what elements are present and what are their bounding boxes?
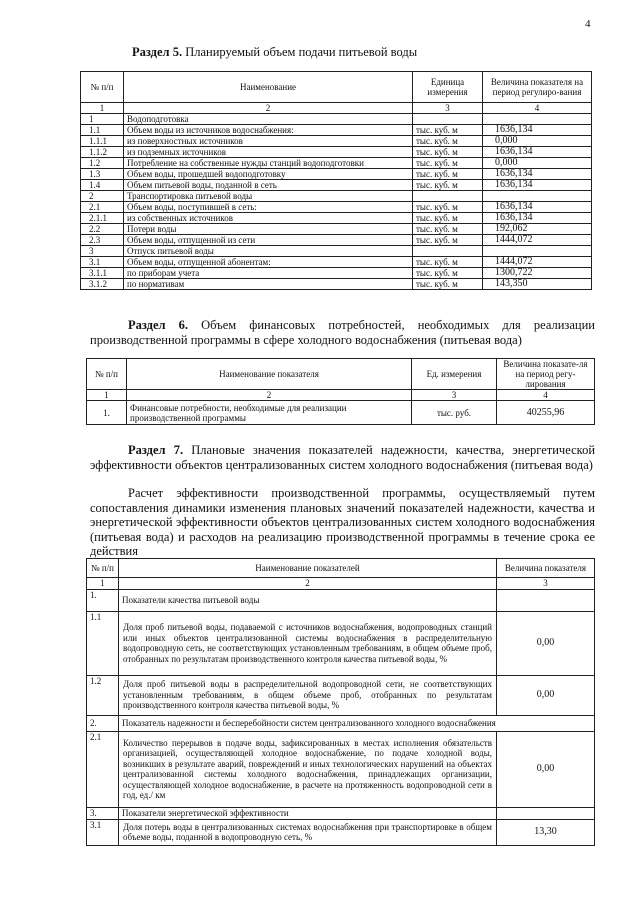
row-number: 3.1.1 — [81, 268, 124, 279]
header-cell: Наименование — [124, 72, 413, 103]
table-row — [81, 136, 592, 147]
table-row — [81, 147, 592, 158]
row-unit: тыс. руб. — [412, 401, 497, 425]
column-number-row — [87, 390, 595, 401]
row-value: 13,30 — [497, 819, 595, 845]
row-number: 2.1 — [87, 731, 119, 807]
row-name: Доля проб питьевой воды в распределительной водопроводной сети, не соответствующих установленным требованиям, в общем объеме проб, отобранных по результатам производственного контроля качества питьевой воды, % — [119, 675, 497, 715]
row-value: 0,00 — [497, 675, 595, 715]
row-name: по приборам учета — [124, 268, 413, 279]
header-cell: Ед. измерения — [412, 359, 497, 390]
table-row — [81, 213, 592, 224]
table-row — [87, 715, 595, 731]
row-number: 2 — [81, 191, 124, 202]
row-value: 143,350 — [483, 279, 592, 290]
column-number: 3 — [497, 578, 595, 590]
row-unit: тыс. куб. м — [413, 158, 483, 169]
row-number: 1 — [81, 114, 124, 125]
page-number: 4 — [585, 18, 591, 30]
section7-title-bold: Раздел 7. — [128, 443, 184, 457]
row-number: 1.2 — [87, 675, 119, 715]
section6-title — [90, 318, 595, 348]
row-number: 3.1 — [81, 257, 124, 268]
row-unit: тыс. куб. м — [413, 257, 483, 268]
column-number: 1 — [81, 103, 124, 114]
header-cell: Наименование показателей — [119, 559, 497, 578]
table-row — [81, 235, 592, 246]
table-row — [81, 180, 592, 191]
column-number: 4 — [497, 390, 595, 401]
row-name: Водоподготовка — [124, 114, 413, 125]
row-name: Объем воды, отпущенной абонентам: — [124, 257, 413, 268]
row-name: Объем воды, прошедшей водоподготовку — [124, 169, 413, 180]
row-value: 1636,134 — [483, 202, 592, 213]
row-number: 2.2 — [81, 224, 124, 235]
column-number: 2 — [127, 390, 412, 401]
table-row — [87, 401, 595, 425]
row-number: 1.4 — [81, 180, 124, 191]
table-header-row — [81, 72, 592, 103]
row-unit: тыс. куб. м — [413, 147, 483, 158]
table-row — [81, 279, 592, 290]
row-unit: тыс. куб. м — [413, 279, 483, 290]
header-cell: № п/п — [81, 72, 124, 103]
section7-paragraph-text: Расчет эффективности производственной программы, осуществляемый путем сопоставления динамики изменения плановых значений показателей надежности, качества и энергетической эффективности объектов централизованных систем холодного водоснабжения (питьевая вода) и расходов на реализацию производственной программы в течение срока ее действия — [90, 486, 595, 558]
table-row — [81, 158, 592, 169]
row-unit: тыс. куб. м — [413, 136, 483, 147]
table-row — [81, 257, 592, 268]
table-row — [87, 675, 595, 715]
section7-paragraph — [90, 486, 595, 559]
header-cell: Величина показателя — [497, 559, 595, 578]
row-number: 2.1.1 — [81, 213, 124, 224]
row-unit: тыс. куб. м — [413, 213, 483, 224]
row-name: из поверхностных источников — [124, 136, 413, 147]
table-row — [81, 202, 592, 213]
row-number: 2.3 — [81, 235, 124, 246]
row-unit: тыс. куб. м — [413, 180, 483, 191]
column-number-row — [81, 103, 592, 114]
table-row — [87, 807, 595, 819]
table-row — [87, 819, 595, 845]
header-cell: № п/п — [87, 359, 127, 390]
section6-table — [86, 358, 595, 425]
table-row — [81, 169, 592, 180]
row-unit: тыс. куб. м — [413, 125, 483, 136]
row-name: Показатели качества питьевой воды — [119, 589, 497, 611]
row-name: из собственных источников — [124, 213, 413, 224]
section7-title-text: Плановые значения показателей надежности, качества, энергетической эффективности объектов централизованных систем холодного водоснабжения (питьевая вода) — [90, 443, 596, 472]
row-value: 1636,134 — [483, 125, 592, 136]
column-number: 4 — [483, 103, 592, 114]
row-name: Финансовые потребности, необходимые для реализации производственной программы — [127, 401, 412, 425]
row-value — [497, 807, 595, 819]
row-value — [483, 191, 592, 202]
row-name: Объем воды из источников водоснабжения: — [124, 125, 413, 136]
row-value: 0,00 — [497, 731, 595, 807]
row-value: 192,062 — [483, 224, 592, 235]
table-row — [81, 246, 592, 257]
header-cell: Единица измерения — [413, 72, 483, 103]
row-name: Показатели энергетической эффективности — [119, 807, 497, 819]
header-cell: № п/п — [87, 559, 119, 578]
row-number: 2.1 — [81, 202, 124, 213]
row-unit — [413, 191, 483, 202]
row-unit: тыс. куб. м — [413, 169, 483, 180]
row-unit — [413, 246, 483, 257]
row-number: 3.1.2 — [81, 279, 124, 290]
table-row — [81, 191, 592, 202]
row-name: Показатель надежности и бесперебойности систем централизованного холодного водоснабжения — [119, 715, 595, 731]
row-number: 1.2 — [81, 158, 124, 169]
row-name: Потребление на собственные нужды станций водоподготовки — [124, 158, 413, 169]
section5-table — [80, 71, 592, 290]
row-number: 1.1.2 — [81, 147, 124, 158]
row-number: 3. — [87, 807, 119, 819]
section5-title-bold: Раздел 5. — [132, 45, 183, 59]
column-number: 3 — [412, 390, 497, 401]
row-value: 0,000 — [483, 158, 592, 169]
column-number: 3 — [413, 103, 483, 114]
row-number: 3 — [81, 246, 124, 257]
row-value: 1444,072 — [483, 257, 592, 268]
row-value: 0,00 — [497, 611, 595, 675]
table-row — [87, 611, 595, 675]
row-name: Объем питьевой воды, поданной в сеть — [124, 180, 413, 191]
column-number: 1 — [87, 578, 119, 590]
row-name: Доля проб питьевой воды, подаваемой с источников водоснабжения, водопроводных станций или иных объектов централизованной системы водоснабжения в распределительную водопроводную сеть, не соответствующих установленным требованиям, в общем объеме проб, отобранных по результатам производственного контроля качества питьевой воды, % — [119, 611, 497, 675]
row-number: 3.1 — [87, 819, 119, 845]
table-row — [81, 224, 592, 235]
row-unit: тыс. куб. м — [413, 235, 483, 246]
row-value: 40255,96 — [497, 401, 595, 425]
table-header-row — [87, 559, 595, 578]
row-number: 1. — [87, 589, 119, 611]
section5-title — [132, 45, 417, 60]
row-number: 1.1 — [87, 611, 119, 675]
row-number: 1.1 — [81, 125, 124, 136]
row-value: 1636,134 — [483, 169, 592, 180]
header-cell: Наименование показателя — [127, 359, 412, 390]
table-header-row — [87, 359, 595, 390]
section7-table — [86, 558, 595, 846]
table-row — [87, 731, 595, 807]
column-number: 2 — [124, 103, 413, 114]
header-cell: Величина показателя на период регулиро-вания — [483, 72, 592, 103]
row-value: 1636,134 — [483, 147, 592, 158]
row-name: Доля потерь воды в централизованных системах водоснабжения при транспортировке в общем объеме воды, поданной в водопроводную сеть, % — [119, 819, 497, 845]
row-name: по нормативам — [124, 279, 413, 290]
table-row — [81, 114, 592, 125]
column-number: 2 — [119, 578, 497, 590]
row-value: 0,000 — [483, 136, 592, 147]
section7-title — [90, 443, 595, 473]
row-value: 1636,134 — [483, 180, 592, 191]
row-name: Транспортировка питьевой воды — [124, 191, 413, 202]
row-value — [497, 589, 595, 611]
row-unit: тыс. куб. м — [413, 202, 483, 213]
row-number: 1.3 — [81, 169, 124, 180]
row-name: Объем воды, поступившей в сеть: — [124, 202, 413, 213]
row-value: 1300,722 — [483, 268, 592, 279]
table-row — [81, 268, 592, 279]
row-number: 1.1.1 — [81, 136, 124, 147]
row-name: из подземных источников — [124, 147, 413, 158]
row-number: 2. — [87, 715, 119, 731]
row-value: 1636,134 — [483, 213, 592, 224]
row-unit — [413, 114, 483, 125]
section6-title-text: Объем финансовых потребностей, необходимых для реализации производственной программы в сфере холодного водоснабжения (питьевая вода) — [90, 318, 595, 347]
row-value — [483, 246, 592, 257]
row-name: Количество перерывов в подаче воды, зафиксированных в местах исполнения обязательств организацией, осуществляющей холодное водоснабжение, по подаче холодной воды, возникших в результате аварий, повреждений и иных технологических нарушений на объектах централизованной системы холодного водоснабжения, принадлежащих организации, осуществляющей холодное водоснабжение, в расчете на протяженность водопроводной сети в год, ед./ км — [119, 731, 497, 807]
header-cell: Величина показате-ля на период регу-лирования — [497, 359, 595, 390]
row-name: Потери воды — [124, 224, 413, 235]
section5-title-text: Планируемый объем подачи питьевой воды — [182, 45, 418, 59]
column-number: 1 — [87, 390, 127, 401]
row-number: 1. — [87, 401, 127, 425]
row-value — [483, 114, 592, 125]
row-value: 1444,072 — [483, 235, 592, 246]
table-row — [87, 589, 595, 611]
section6-title-bold: Раздел 6. — [128, 318, 189, 332]
row-unit: тыс. куб. м — [413, 224, 483, 235]
row-name: Отпуск питьевой воды — [124, 246, 413, 257]
column-number-row — [87, 578, 595, 590]
table-row — [81, 125, 592, 136]
row-name: Объем воды, отпущенной из сети — [124, 235, 413, 246]
row-unit: тыс. куб. м — [413, 268, 483, 279]
